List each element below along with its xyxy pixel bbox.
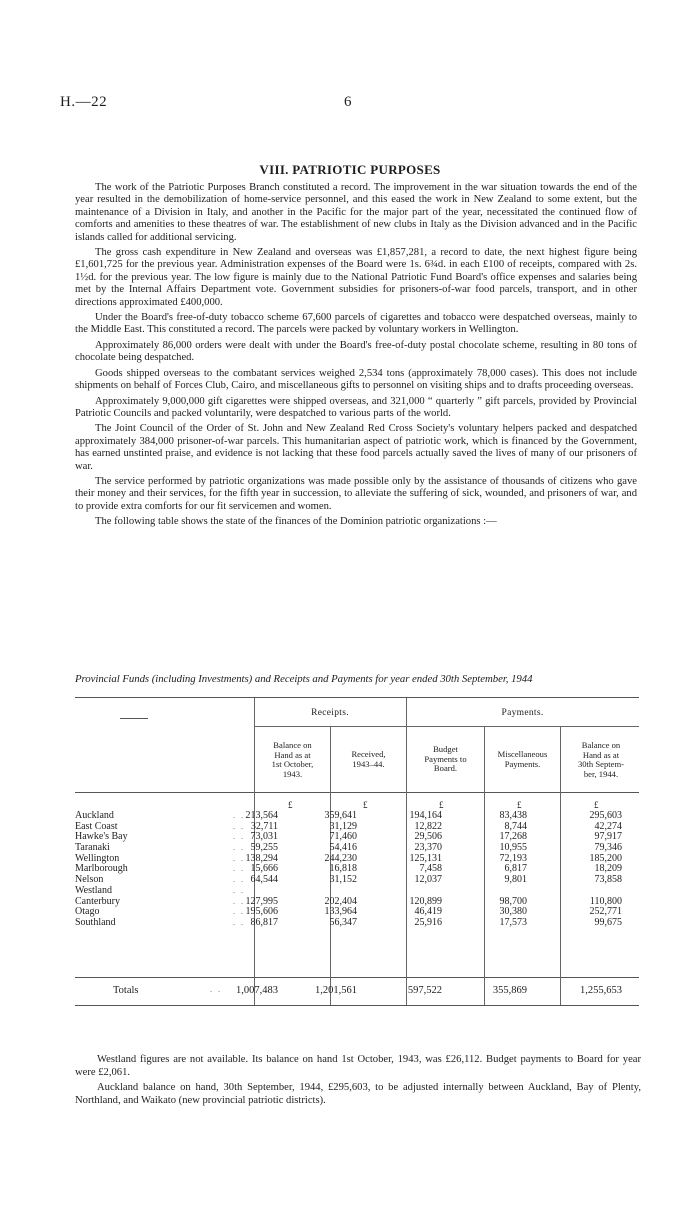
cell-balance-1943: 59,255 <box>250 842 278 854</box>
total-budget: 597,522 <box>407 985 442 996</box>
total-misc: 355,869 <box>492 985 527 996</box>
note: Westland figures are not available. Its balance on hand 1st October, 1943, was £26,112. Budget payments to Board for year were £2,061. <box>75 1054 641 1078</box>
leader-dots: . . <box>210 985 222 994</box>
cell-balance-1943: 32,711 <box>250 820 278 832</box>
cell-balance-1943: 213,564 <box>245 810 278 821</box>
paragraph: The work of the Patriotic Purposes Branch constituted a record. The improvement in the war situation towards the end of the year resulted in the demobilization of home-service personnel, and this eased the work in New Zealand to some extent, but the maintenance of a Division in Italy, and another in the Pacific for the major part of the year, necessitated the continued flow of comforts and amenities to these theatres of war. The establishment of new clubs in Italy as the Division advanced and in the Pacific islands called for additional servicing. <box>75 182 637 243</box>
cell-misc: 98,700 <box>499 895 527 907</box>
cell-misc: 17,573 <box>499 916 527 928</box>
district-name: Otago <box>75 906 100 918</box>
table-row <box>75 832 645 843</box>
unit-label: £ <box>594 800 599 810</box>
paragraph: The following table shows the state of the finances of the Dominion patriotic organizations :— <box>95 516 497 528</box>
cell-budget: 12,037 <box>414 874 442 886</box>
leader-dots: . . <box>233 843 245 853</box>
leader-dots: . . <box>233 811 245 820</box>
cell-balance-1944: 185,200 <box>589 852 622 864</box>
table-header-rule <box>75 792 639 793</box>
cell-budget: 120,899 <box>409 895 442 907</box>
document-reference: H.—22 <box>60 94 108 110</box>
cell-budget: 194,164 <box>409 810 442 821</box>
cell-balance-1943: 127,995 <box>245 895 278 907</box>
group-header-rule <box>254 726 639 727</box>
cell-balance-1943: 15,666 <box>250 863 278 875</box>
table-row <box>75 886 645 897</box>
paragraph: Approximately 86,000 orders were dealt with under the Board's free-of-duty postal chocolate scheme, resulting in 80 tons of chocolate being despatched. <box>75 339 637 364</box>
col-header-misc: Miscellaneous Payments. <box>497 749 548 769</box>
cell-misc: 72,193 <box>499 852 527 864</box>
table-bottom-rule <box>75 1005 639 1006</box>
table-row <box>75 854 645 865</box>
cell-misc: 83,438 <box>499 810 527 821</box>
cell-budget: 23,370 <box>414 842 442 854</box>
district-name: Westland <box>75 884 112 896</box>
leader-dots: . . <box>233 875 245 885</box>
cell-balance-1943: 73,031 <box>250 831 278 843</box>
col-header-received: Received, 1943–44. <box>351 749 386 769</box>
body-text <box>75 182 637 532</box>
stub-dash <box>120 718 148 719</box>
table-totals-rule <box>75 977 639 978</box>
table-row <box>75 875 645 886</box>
district-name: Wellington <box>75 852 120 864</box>
table-caption: Provincial Funds (including Investments) and Receipts and Payments for year ended 30th September, 1944 <box>75 673 533 685</box>
section-title: VIII. PATRIOTIC PURPOSES <box>259 162 441 177</box>
leader-dots: . . <box>233 907 245 917</box>
cell-received: 133,964 <box>324 906 357 918</box>
note: Auckland balance on hand, 30th September, 1944, £295,603, to be adjusted internally between Auckland, Bay of Plenty, Northland, and Waikato (new provincial patriotic districts). <box>75 1082 641 1106</box>
cell-balance-1944: 79,346 <box>594 842 622 854</box>
leader-dots: . . <box>233 917 245 927</box>
cell-received: 244,230 <box>324 852 357 864</box>
unit-label: £ <box>439 800 444 810</box>
table-row <box>75 811 645 822</box>
col-header-balance-1943: Balance on Hand as at 1st October, 1943. <box>271 740 314 779</box>
cell-misc: 10,955 <box>499 842 527 854</box>
district-name: Hawke's Bay <box>75 831 128 843</box>
district-name: Marlborough <box>75 863 128 875</box>
cell-balance-1944: 18,209 <box>594 863 622 875</box>
table-row <box>75 864 645 875</box>
col-header-budget: Budget Payments to Board. <box>424 744 467 774</box>
cell-budget: 25,916 <box>414 916 442 928</box>
table-top-rule <box>75 697 639 698</box>
leader-dots: . . <box>233 832 245 842</box>
cell-budget: 12,822 <box>414 820 442 832</box>
payments-group-header: Payments. <box>501 708 544 718</box>
table-row <box>75 907 645 918</box>
paragraph: Approximately 9,000,000 gift cigarettes were shipped overseas, and 321,000 “ quarterly ” gift parcels, provided by Provincial Patriotic Councils and packed voluntarily, were despatched to various parts of the world. <box>75 395 637 419</box>
district-name: East Coast <box>75 820 118 832</box>
cell-budget: 125,131 <box>409 852 442 864</box>
cell-balance-1944: 99,675 <box>594 916 622 928</box>
cell-misc: 8,744 <box>504 820 527 832</box>
cell-balance-1944: 110,800 <box>589 895 622 907</box>
receipts-group-header: Receipts. <box>311 708 349 718</box>
district-name: Nelson <box>75 874 104 886</box>
district-name: Auckland <box>75 810 114 821</box>
paragraph: The Joint Council of the Order of St. John and New Zealand Red Cross Society's voluntary helpers packed and despatched approximately 384,000 prisoner-of-war parcels. This humanitarian aspect of patriotic work, which is financed by the Government, has earned unstinted praise, and evidence is not lacking that these food parcels actually saved the lives of many of our prisoners of war. <box>75 423 637 472</box>
unit-label: £ <box>363 800 368 810</box>
leader-dots: . . <box>233 853 245 863</box>
leader-dots: . . <box>233 821 245 831</box>
cell-received: 202,404 <box>324 895 357 907</box>
unit-label: £ <box>517 800 522 810</box>
cell-received: 31,129 <box>329 820 357 832</box>
cell-balance-1944: 97,917 <box>594 831 622 843</box>
cell-misc: 30,380 <box>499 906 527 918</box>
cell-received: 16,818 <box>329 863 357 875</box>
cell-balance-1943: 86,817 <box>250 916 278 928</box>
cell-misc: 17,268 <box>499 831 527 843</box>
cell-received: 31,152 <box>329 874 357 886</box>
cell-balance-1943: 138,294 <box>245 852 278 864</box>
total-received: 1,201,561 <box>315 985 357 996</box>
cell-budget: 29,506 <box>414 831 442 843</box>
paragraph: The gross cash expenditure in New Zealand and overseas was £1,857,281, a record to date, the next highest figure being £1,601,725 for the previous year. Administration expenses of the Board were 1s. 6¾d. in each £100 of receipts, compared with 2s. 1½d. for the previous year. The low figure is mainly due to the National Patriotic Fund Board's office expenses and salaries being met by the Internal Affairs Department vote. Government subsidies for prisoners-of-war food parcels, transport, and in other directions approximated £400,000. <box>75 247 637 308</box>
district-name: Southland <box>75 916 116 928</box>
leader-dots: . . <box>233 896 245 906</box>
cell-balance-1944: 252,771 <box>589 906 622 918</box>
table-row <box>75 897 645 908</box>
cell-budget: 46,419 <box>414 906 442 918</box>
cell-misc: 6,817 <box>504 863 527 875</box>
totals-label: Totals <box>113 985 139 996</box>
cell-received: 56,347 <box>329 916 357 928</box>
cell-balance-1944: 73,858 <box>594 874 622 886</box>
cell-balance-1943: 64,544 <box>250 874 278 886</box>
cell-received: 359,641 <box>324 810 357 821</box>
table-row <box>75 843 645 854</box>
total-balance-1944: 1,255,653 <box>580 985 622 996</box>
paragraph: The service performed by patriotic organizations was made possible only by the assistance of thousands of citizens who gave their money and their services, for the fifth year in succession, to alleviate the suffering of sick, wounded, and prisoners of war, and to provide extra comforts for our fit servicemen and women. <box>75 475 637 512</box>
table-notes <box>75 1054 641 1110</box>
cell-received: 71,460 <box>329 831 357 843</box>
cell-received: 54,416 <box>329 842 357 854</box>
unit-label: £ <box>288 800 293 810</box>
totals-row <box>75 985 645 999</box>
district-name: Taranaki <box>75 842 110 854</box>
col-header-balance-1944: Balance on Hand as at 30th Septem- ber, 1944. <box>577 740 625 779</box>
leader-dots: . . <box>233 864 245 874</box>
cell-misc: 9,801 <box>504 874 527 886</box>
total-balance-1943: 1,007,483 <box>236 985 278 996</box>
paragraph: Goods shipped overseas to the combatant services weighed 2,534 tons (approximately 78,000 cases). This does not include shipments on behalf of Forces Club, Cairo, and miscellaneous gifts to personnel on visiting ships and to drafts proceeding overseas. <box>75 367 637 392</box>
district-name: Canterbury <box>75 895 120 907</box>
cell-balance-1943: 195,606 <box>245 906 278 918</box>
table-row <box>75 822 645 833</box>
table-row <box>75 918 645 929</box>
cell-budget: 7,458 <box>419 863 442 875</box>
finance-table-body <box>75 811 645 929</box>
cell-balance-1944: 295,603 <box>589 810 622 821</box>
paragraph: Under the Board's free-of-duty tobacco scheme 67,600 parcels of cigarettes and tobacco were despatched overseas, mainly to the Middle East. This constituted a record. The parcels were packed by voluntary workers in Wellington. <box>75 312 637 336</box>
page-number: 6 <box>344 94 352 110</box>
leader-dots: . . <box>233 885 245 895</box>
cell-balance-1944: 42,274 <box>594 820 622 832</box>
